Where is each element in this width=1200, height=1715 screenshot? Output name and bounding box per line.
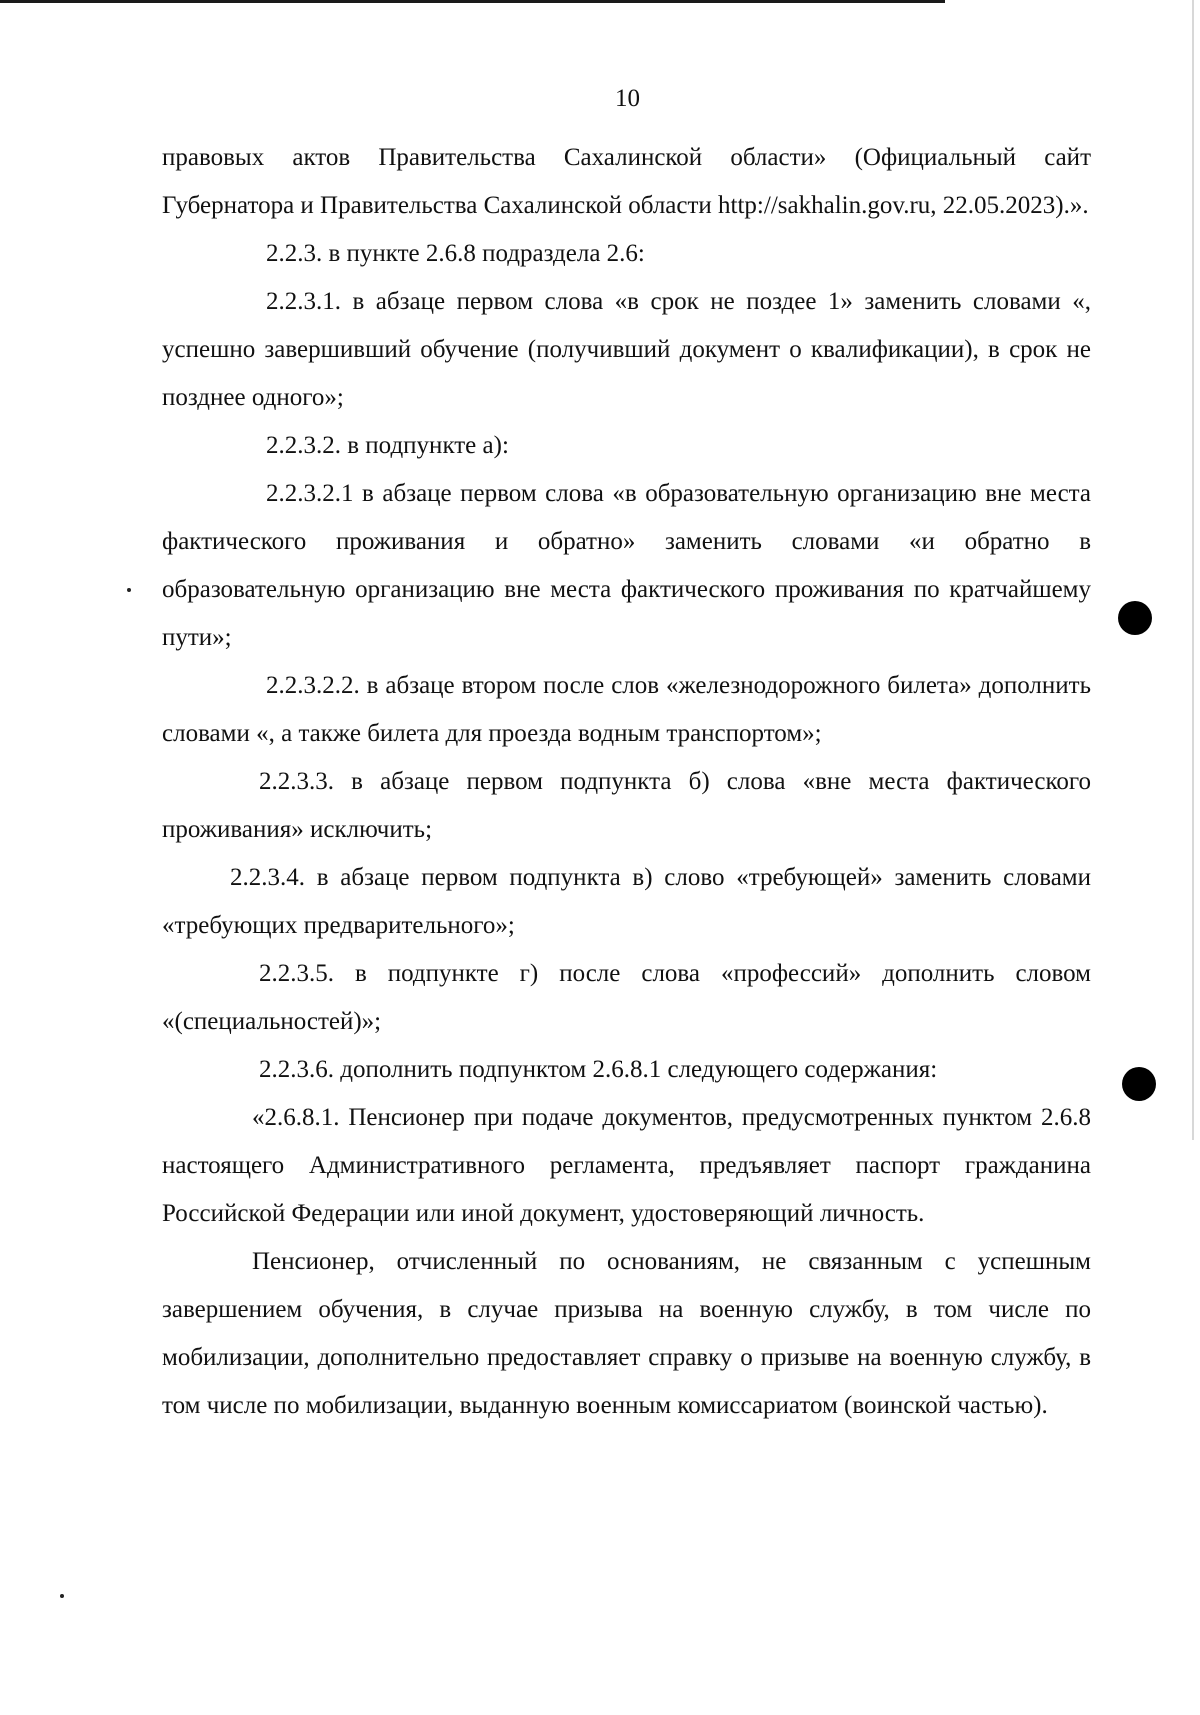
page-number: 10 xyxy=(615,85,640,112)
paragraph-2-2-3: 2.2.3. в пункте 2.6.8 подраздела 2.6: xyxy=(266,240,645,267)
document-body xyxy=(162,134,1091,1430)
paragraph-2-6-8-1: «2.6.8.1. Пенсионер при подаче документов, предусмотренных пунктом 2.6.8 настоящего Административного регламента, предъявляет паспорт гражданина Российской Федерации или иной документ, удостоверяющий личность. xyxy=(162,1104,1091,1227)
paragraph-2-2-3-3: 2.2.3.3. в абзаце первом подпункта б) слова «вне места фактического проживания» исключить; xyxy=(162,768,1091,843)
paragraph-pensioner-expelled: Пенсионер, отчисленный по основаниям, не связанным с успешным завершением обучения, в случае призыва на военную службу, в том числе по мобилизации, дополнительно предоставляет справку о призыве на военную службу, в том числе по мобилизации, выданную военным комиссариатом (воинской частью). xyxy=(162,1248,1091,1419)
punch-hole-mark xyxy=(1118,601,1152,635)
paragraph-2-2-3-2-2: 2.2.3.2.2. в абзаце втором после слов «железнодорожного билета» дополнить словами «, а также билета для проезда водным транспортом»; xyxy=(162,672,1091,747)
paragraph-2-2-3-6: 2.2.3.6. дополнить подпунктом 2.6.8.1 следующего содержания: xyxy=(259,1056,938,1083)
scan-edge-top xyxy=(0,0,945,3)
paragraph-2-2-3-2-1: 2.2.3.2.1 в абзаце первом слова «в образовательную организацию вне места фактического проживания и обратно» заменить словами «и обратно в образовательную организацию вне места фактического проживания по кратчайшему пути»; xyxy=(162,480,1091,651)
scan-speck xyxy=(127,588,131,592)
paragraph-2-2-3-4: 2.2.3.4. в абзаце первом подпункта в) слово «требующей» заменить словами «требующих предварительного»; xyxy=(162,864,1091,939)
paragraph-2-2-3-2: 2.2.3.2. в подпункте а): xyxy=(266,432,509,459)
paragraph-continuation: правовых актов Правительства Сахалинской области» (Официальный сайт Губернатора и Правительства Сахалинской области http://sakhalin.gov.ru, 22.05.2023).». xyxy=(162,144,1091,219)
paragraph-2-2-3-1: 2.2.3.1. в абзаце первом слова «в срок не поздее 1» заменить словами «, успешно завершивший обучение (получивший документ о квалификации), в срок не позднее одного»; xyxy=(162,288,1091,411)
punch-hole-mark xyxy=(1122,1067,1156,1101)
paragraph-2-2-3-5: 2.2.3.5. в подпункте г) после слова «профессий» дополнить словом «(специальностей)»; xyxy=(162,960,1091,1035)
scan-edge-right xyxy=(1192,0,1194,1140)
scan-speck xyxy=(60,1594,64,1598)
